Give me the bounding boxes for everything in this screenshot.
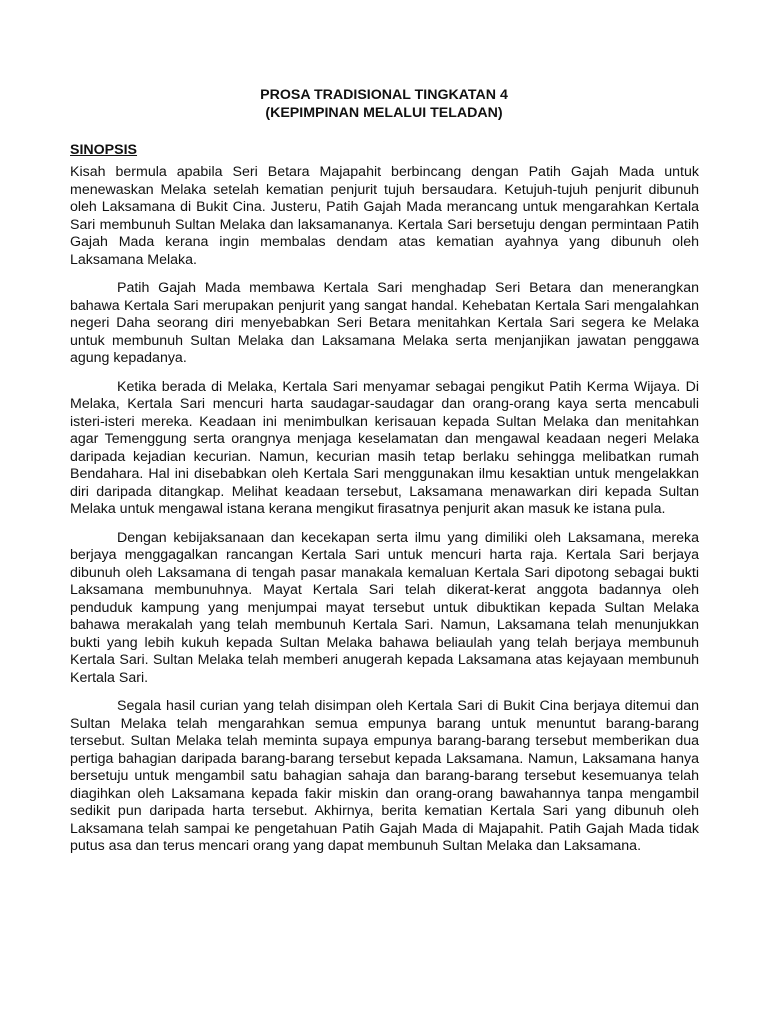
- title-line-2: (KEPIMPINAN MELALUI TELADAN): [265, 105, 503, 121]
- paragraph-3: Ketika berada di Melaka, Kertala Sari menyamar sebagai pengikut Patih Kerma Wijaya. Di Melaka, Kertala Sari mencuri harta saudagar-saudagar dan orang-orang kaya serta mencabuli isteri-isteri mereka. Keadaan ini menimbulkan kerisauan kepada Sultan Melaka dan menitahkan agar Temenggung serta orangnya menjaga keselamatan dan mengawal keadaan negeri Melaka daripada kejadian kecurian. Namun, kecurian masih tetap berlaku sehingga melibatkan rumah Bendahara. Hal ini disebabkan oleh Kertala Sari menggunakan ilmu kesaktian untuk mengelakkan diri daripada ditangkap. Melihat keadaan tersebut, Laksamana menawarkan diri kepada Sultan Melaka untuk mengawal istana kerana mengikut firasatnya penjurit akan masuk ke istana pula.: [70, 378, 699, 517]
- paragraph-1: Kisah bermula apabila Seri Betara Majapahit berbincang dengan Patih Gajah Mada untuk menewaskan Melaka setelah kematian penjurit tujuh bersaudara. Ketujuh-tujuh penjurit dibunuh oleh Laksamana di Bukit Cina. Justeru, Patih Gajah Mada merancang untuk mengarahkan Kertala Sari membunuh Sultan Melaka dan laksamananya. Kertala Sari bersetuju dengan permintaan Patih Gajah Mada kerana ingin membalas dendam atas kematian ayahnya yang dibunuh oleh Laksamana Melaka.: [70, 164, 699, 268]
- paragraph-5: Segala hasil curian yang telah disimpan oleh Kertala Sari di Bukit Cina berjaya ditemui dan Sultan Melaka telah mengarahkan semua empunya barang untuk menuntut barang-barang tersebut. Sultan Melaka telah meminta supaya empunya barang-barang tersebut memberikan dua pertiga bahagian daripada barang-barang tersebut kepada Laksamana. Namun, Laksamana hanya bersetuju untuk mengambil satu bahagian sahaja dan barang-barang tersebut kesemuanya telah diagihkan oleh Laksamana kepada fakir miskin dan orang-orang bawahannya tanpa mengambil sedikit pun daripada harta tersebut. Akhirnya, berita kematian Kertala Sari yang dibunuh oleh Laksamana telah sampai ke pengetahuan Patih Gajah Mada di Majapahit. Patih Gajah Mada tidak putus asa dan terus mencari orang yang dapat membunuh Sultan Melaka dan Laksamana.: [70, 698, 699, 854]
- paragraph-4: Dengan kebijaksanaan dan kecekapan serta ilmu yang dimiliki oleh Laksamana, mereka berjaya menggagalkan rancangan Kertala Sari untuk mencuri harta raja. Kertala Sari berjaya dibunuh oleh Laksamana di tengah pasar manakala kemaluan Kertala Sari dipotong sebagai bukti Laksamana membunuhnya. Mayat Kertala Sari telah dikerat-kerat anggota badannya oleh penduduk kampung yang menjumpai mayat tersebut untuk dibuktikan kepada Sultan Melaka bahawa merakalah yang telah membunuh Kertala Sari. Namun, Laksamana telah menunjukkan bukti yang lebih kukuh kepada Sultan Melaka bahawa beliaulah yang telah berjaya membunuh Kertala Sari. Sultan Melaka telah memberi anugerah kepada Laksamana atas kejayaan membunuh Kertala Sari.: [70, 529, 699, 686]
- section-heading-sinopsis: SINOPSIS: [70, 142, 138, 158]
- synopsis-body: [70, 164, 699, 867]
- document-title: [0, 86, 768, 122]
- paragraph-2: Patih Gajah Mada membawa Kertala Sari menghadap Seri Betara dan menerangkan bahawa Kertala Sari merupakan penjurit yang sangat handal. Kehebatan Kertala Sari mengalahkan negeri Daha seorang diri menyebabkan Seri Betara menitahkan Kertala Sari segera ke Melaka untuk membunuh Sultan Melaka dan Laksamana Melaka serta menjanjikan jawatan penggawa agung kepadanya.: [70, 280, 699, 366]
- title-line-1: PROSA TRADISIONAL TINGKATAN 4: [260, 87, 508, 103]
